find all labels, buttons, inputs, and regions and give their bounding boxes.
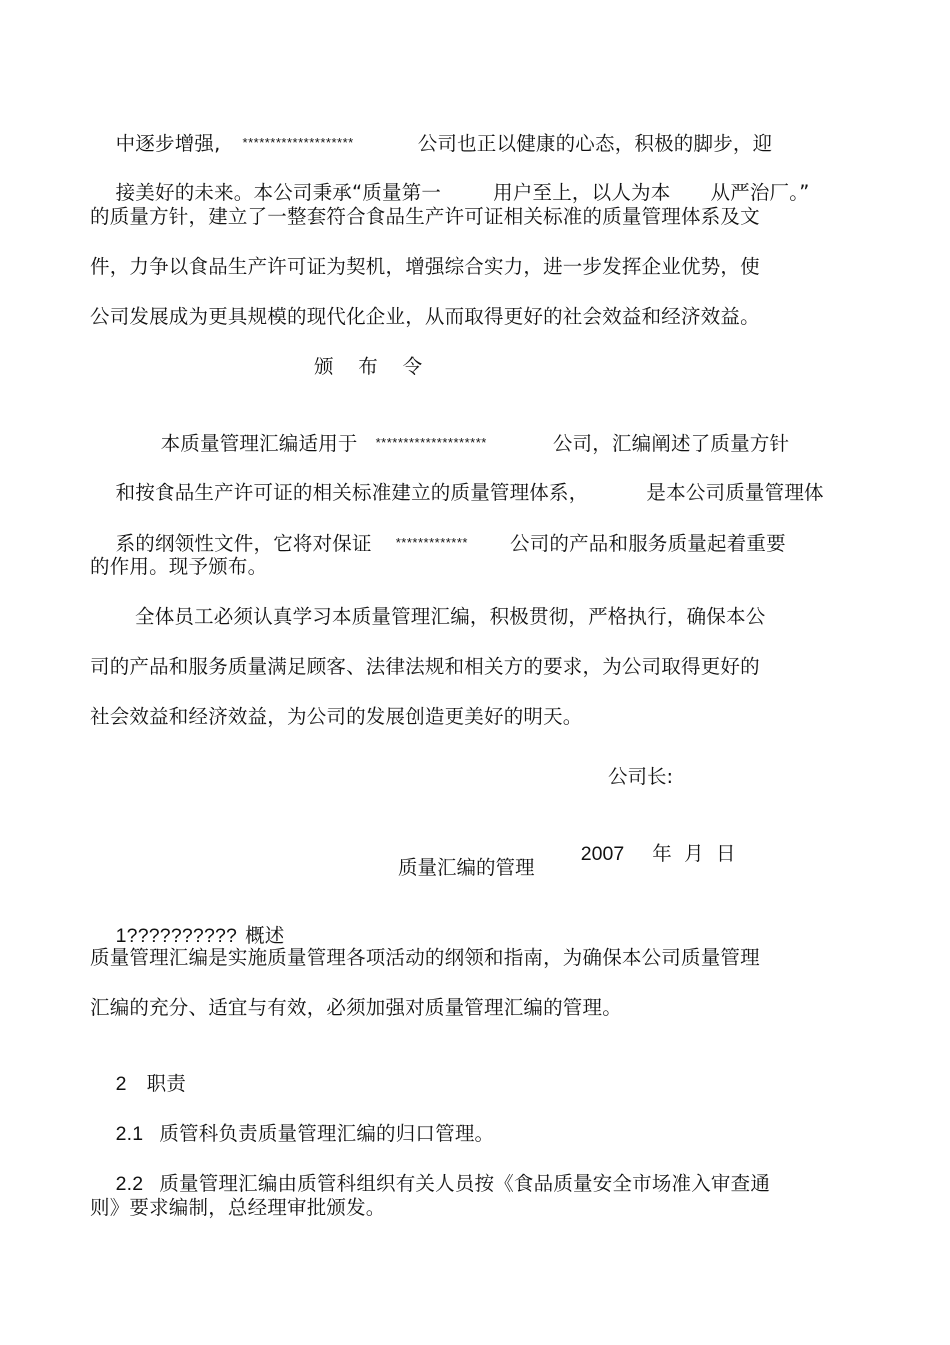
decree-text: 公司，汇编阐述了质量方针 xyxy=(552,432,790,455)
signer-label: 公司长: xyxy=(608,765,674,788)
section-1-line-2: 汇编的充分、适宜与有效，必须加强对质量管理汇编的管理。 xyxy=(90,996,622,1019)
intro-text: 公司也正以健康的心态，积极的脚步，迎 xyxy=(417,132,773,155)
section-text: 质量管理汇编由质管科组织有关人员按《食品质量安全市场准入审查通 xyxy=(159,1172,771,1195)
intro-line-5: 公司发展成为更具规模的现代化企业，从而取得更好的社会效益和经济效益。 xyxy=(90,305,760,328)
section-text: 质管科负责质量管理汇编的归口管理。 xyxy=(159,1122,495,1145)
intro-text: 中逐步增强, xyxy=(115,132,221,155)
section-2-2-line-2: 则》要求编制，总经理审批颁发。 xyxy=(90,1196,386,1219)
intro-line-4: 件，力争以食品生产许可证为契机，增强综合实力，进一步发挥企业优势，使 xyxy=(90,255,760,278)
section-title: 质量汇编的管理 xyxy=(398,856,535,879)
decree-text: 是本公司质量管理体 xyxy=(646,481,824,504)
redacted-company-name: ******************** xyxy=(242,135,354,150)
section-number: 2.1 xyxy=(115,1123,144,1145)
decree-p2-line-1: 全体员工必须认真学习本质量管理汇编，积极贯彻，严格执行，确保本公 xyxy=(135,605,766,628)
intro-text: 从严治厂。” xyxy=(710,181,810,204)
redacted-company-name: ******************** xyxy=(375,435,487,450)
section-heading-text: 职责 xyxy=(146,1072,187,1095)
decree-p2-line-2: 司的产品和服务质量满足顾客、法律法规和相关方的要求，为公司取得更好的 xyxy=(90,655,760,678)
date-rest: 年 月 日 xyxy=(652,842,736,865)
decree-date xyxy=(556,815,735,893)
decree-title: 颁 布 令 xyxy=(314,355,423,378)
decree-p2-line-3: 社会效益和经济效益，为公司的发展创造更美好的明天。 xyxy=(90,705,583,728)
decree-text: 系的纲领性文件，它将对保证 xyxy=(115,532,372,555)
intro-line-3: 的质量方针，建立了一整套符合食品生产许可证相关标准的质量管理体系及文 xyxy=(90,205,760,228)
section-number: 2.2 xyxy=(115,1173,144,1195)
section-number: 1?????????? xyxy=(115,925,238,947)
date-year: 2007 xyxy=(580,843,625,865)
section-number: 2 xyxy=(115,1073,127,1095)
intro-text: 用户至上，以人为本 xyxy=(493,181,671,204)
redacted-company-name: ************* xyxy=(395,535,468,550)
decree-text: 和按食品生产许可证的相关标准建立的质量管理体系， xyxy=(115,481,589,504)
intro-text: 接美好的未来。本公司秉承“质量第一 xyxy=(115,181,442,204)
decree-text: 公司的产品和服务质量起着重要 xyxy=(510,532,786,555)
section-1-line-1: 质量管理汇编是实施质量管理各项活动的纲领和指南，为确保本公司质量管理 xyxy=(90,946,760,969)
section-heading-text: 概述 xyxy=(245,924,285,947)
decree-text: 本质量管理汇编适用于 xyxy=(160,432,358,455)
decree-p1-line-4: 的作用。现予颁布。 xyxy=(90,555,268,578)
